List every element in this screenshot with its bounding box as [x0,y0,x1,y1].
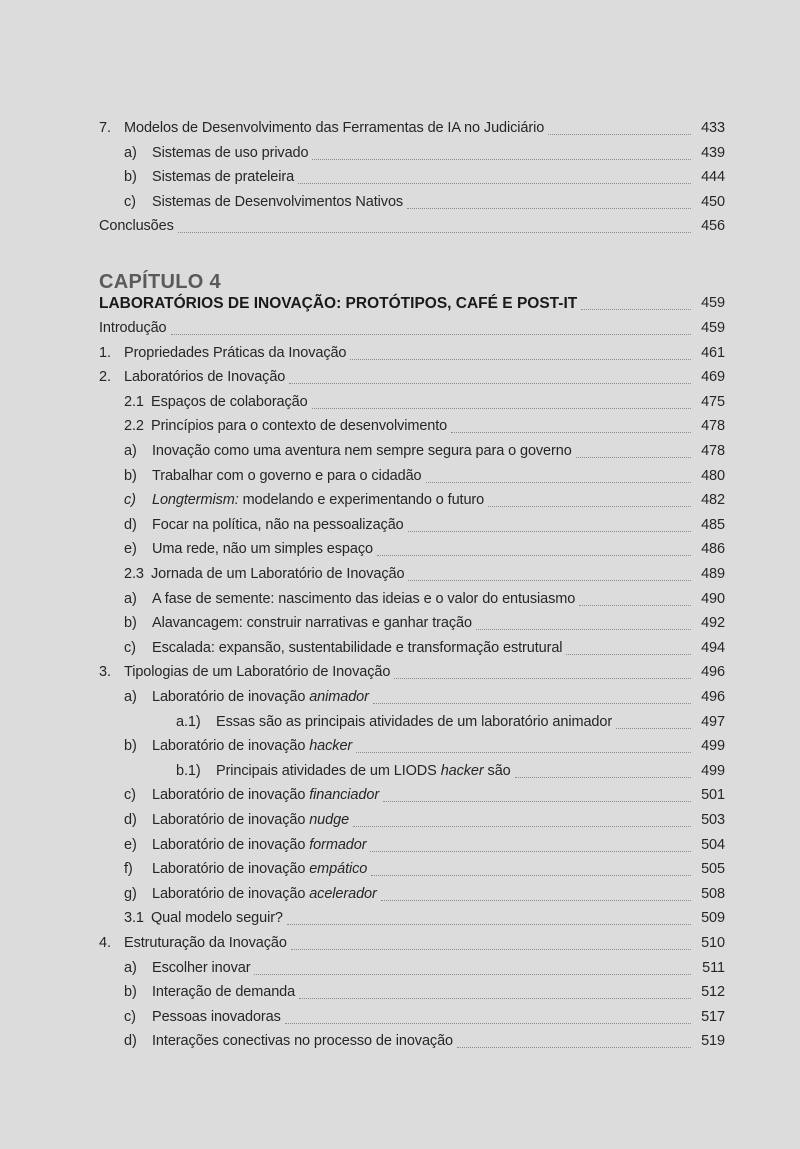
dot-leader [312,408,691,409]
dot-leader [408,531,691,532]
entry-title [152,194,403,210]
dot-leader [371,875,691,876]
page-number: 511 [702,959,725,976]
entry-title-part: Introdução [99,320,167,336]
entry-title-part: Tipologias de um Laboratório de Inovação [124,664,391,681]
entry-title [152,615,472,631]
entry-title [152,812,349,828]
entry-title-part: são [483,762,511,779]
toc-entry[interactable] [99,492,725,516]
entry-title-part: Sistemas de Desenvolvimentos Nativos [152,193,404,210]
entry-title-part: Conclusões [99,218,174,235]
chapter-title: LABORATÓRIOS DE INOVAÇÃO: PROTÓTIPOS, CAFÉ E POST-IT [99,295,578,312]
entry-number: a) [124,959,137,976]
dot-leader [370,851,691,852]
entry-title [152,145,308,161]
entry-title-part: Trabalhar com o governo e para o cidadão [152,467,422,484]
dot-leader [350,359,691,360]
entry-number: d) [124,516,137,533]
entry-title-part: Interação de demanda [152,984,296,1001]
dot-leader [356,752,691,753]
entry-title-part: Sistemas de prateleira [152,169,295,186]
entry-title [151,566,404,582]
entry-title-part: Interações conectivas no processo de inovação [152,1033,453,1050]
entry-title [152,443,572,459]
page-number: 503 [701,812,725,828]
toc-entry[interactable] [99,394,725,418]
entry-title [124,664,390,680]
dot-leader [476,629,691,630]
dot-leader [291,949,691,950]
entry-title [152,468,422,484]
entry-title [152,1009,281,1025]
dot-leader [298,183,691,184]
dot-leader [381,900,691,901]
toc-entry[interactable] [99,714,725,738]
entry-title-part: Principais atividades de um LIODS [216,762,441,779]
entry-number: d) [124,812,137,828]
dot-leader [289,383,691,384]
page-number: 496 [701,664,725,681]
entry-number: 7. [99,120,111,136]
entry-number: a) [124,443,137,459]
entry-number: 2.2 [124,418,144,435]
entry-title [151,418,447,434]
page-number: 456 [701,218,725,235]
page-number: 469 [701,369,725,386]
page-number: 499 [701,738,725,755]
entry-title [152,640,562,656]
page-number: 494 [701,639,725,656]
toc-entry[interactable] [99,369,725,393]
toc-entry[interactable] [99,320,725,344]
entry-number: a) [124,689,137,705]
entry-title-part: Uma rede, não um simples espaço [152,541,373,558]
page-number: 519 [701,1033,725,1050]
toc-entry[interactable] [99,145,725,169]
entry-title [152,861,367,877]
entry-title-part: Laboratório de inovação [152,812,310,828]
page-number: 517 [701,1008,725,1025]
entry-title [152,169,294,185]
entry-title-part: Estruturação da Inovação [124,935,287,951]
entry-title-part: Pessoas inovadoras [152,1008,281,1025]
page-number: 504 [701,836,725,853]
toc-entry[interactable] [99,910,725,934]
entry-title [124,935,287,951]
toc-entry[interactable] [99,541,725,565]
dot-leader [178,232,691,233]
entry-number: b) [124,467,137,484]
dot-leader [171,334,691,335]
toc-entry[interactable] [99,738,725,762]
entry-title [152,591,575,607]
entry-title-part: Inovação como uma aventura nem sempre segura para o governo [152,443,572,459]
entry-title-part: modelando e experimentando o futuro [238,492,485,509]
page-number: 461 [701,344,725,361]
entry-title [152,837,366,853]
toc-entry[interactable] [99,861,725,885]
entry-number: c) [124,787,136,804]
toc-entry[interactable] [99,566,725,590]
toc-entry[interactable] [99,787,725,811]
entry-title [99,218,174,234]
entry-number: 4. [99,935,111,951]
entry-number: c) [124,1008,136,1025]
dot-leader [451,432,691,433]
entry-title-part: Laboratório de inovação [152,689,310,705]
entry-title-part: acelerador [309,885,377,902]
entry-title [152,984,295,1000]
entry-number: a) [124,590,137,607]
page-number: 439 [701,144,725,161]
entry-number: c) [124,639,136,656]
toc-entry[interactable] [99,984,725,1008]
page-number: 450 [701,193,725,210]
entry-title-part: Modelos de Desenvolvimento das Ferramentas de IA no Judiciário [124,120,545,136]
entry-number: 1. [99,344,111,361]
dot-leader [576,457,691,458]
entry-title-part: financiador [309,787,380,804]
page-number: 478 [701,418,725,435]
page-number: 512 [701,984,725,1001]
entry-title-part: Espaços de colaboração [151,393,308,410]
page-number: 444 [701,169,725,186]
entry-title-part: Focar na política, não na pessoalização [152,516,404,533]
dot-leader [285,1023,691,1024]
page-number: 459 [701,295,725,311]
entry-title-part: Laboratório de inovação [152,885,310,902]
entry-title-part: Princípios para o contexto de desenvolvimento [151,418,448,435]
page-number: 505 [701,861,725,878]
page-number: 475 [701,393,725,410]
entry-number: d) [124,1033,137,1050]
dot-leader [287,924,691,925]
toc-entry[interactable] [99,1009,725,1033]
entry-number: 2.3 [124,566,144,582]
toc-entry[interactable] [99,960,725,984]
page-number: 459 [701,320,725,336]
entry-title [124,369,285,385]
toc-entry[interactable] [99,418,725,442]
dot-leader [408,580,691,581]
entry-number: b.1) [176,762,201,779]
entry-title-part: Laboratório de inovação [152,836,310,853]
entry-title-part: Propriedades Práticas da Inovação [124,344,347,361]
entry-title-part: A fase de semente: nascimento das ideias e o valor do entusiasmo [152,590,576,607]
dot-leader [407,208,691,209]
toc-entry[interactable] [99,763,725,787]
entry-number: b) [124,615,137,632]
entry-title-part: Alavancagem: construir narrativas e ganhar tração [152,615,472,632]
entry-title-part: Qual modelo seguir? [151,910,283,927]
entry-number: 3.1 [124,910,144,927]
entry-title [152,541,373,557]
entry-title [151,394,308,410]
toc-entry[interactable] [99,615,725,639]
toc-entry[interactable] [99,169,725,193]
page-number: 496 [701,689,725,705]
dot-leader [515,777,691,778]
entry-title [216,763,511,779]
entry-title [152,492,484,508]
toc-entry[interactable] [99,218,725,242]
dot-leader [579,605,691,606]
page-number: 501 [701,787,725,804]
toc-entry[interactable] [99,345,725,369]
entry-title [152,886,377,902]
toc-entry[interactable] [99,443,725,467]
dot-leader [312,159,691,160]
entry-title [99,320,167,336]
entry-title-part: Sistemas de uso privado [152,144,309,161]
dot-leader [254,974,691,975]
chapter-label: CAPÍTULO 4 [99,271,221,293]
dot-leader [548,134,691,135]
toc-entry[interactable] [99,640,725,664]
page-number: 508 [701,885,725,902]
entry-number: c) [124,492,136,509]
entry-title [124,345,346,361]
entry-title [152,517,404,533]
dot-leader [426,482,691,483]
page-number: 490 [701,590,725,607]
chapter-title-entry[interactable] [99,295,725,319]
entry-number: f) [124,861,133,878]
dot-leader [566,654,691,655]
page-number: 478 [701,443,725,459]
entry-title-part: Laboratórios de Inovação [124,369,286,386]
entry-number: 2. [99,369,111,386]
page-number: 509 [701,910,725,927]
entry-number: 3. [99,664,111,681]
dot-leader [353,826,691,827]
dot-leader [299,998,691,999]
entry-number: b) [124,984,137,1001]
entry-title-part: Laboratório de inovação [152,738,310,755]
toc-entry[interactable] [99,689,725,713]
entry-title [152,689,369,705]
toc-entry[interactable] [99,837,725,861]
dot-leader [488,506,691,507]
entry-title-part: hacker [440,762,484,779]
entry-title-part: animador [309,689,369,705]
page-number: 499 [701,762,725,779]
entry-number: e) [124,836,137,853]
toc-entry[interactable] [99,1033,725,1057]
entry-title-part: hacker [309,738,353,755]
entry-title-part: empático [309,861,368,878]
dot-leader [373,703,691,704]
entry-number: e) [124,541,137,558]
entry-title-part: Longtermism: [152,492,239,509]
entry-title [152,787,379,803]
page-number: 486 [701,541,725,558]
dot-leader [616,728,691,729]
entry-number: b) [124,169,137,186]
page-number: 482 [701,492,725,509]
dot-leader [394,678,691,679]
page-number: 497 [701,713,725,730]
page-number: 510 [701,935,725,951]
entry-title-part: Escalada: expansão, sustentabilidade e transformação estrutural [152,639,563,656]
entry-title [216,714,612,730]
entry-title [124,120,544,136]
entry-title [152,960,250,976]
entry-title-part: Escolher inovar [152,959,251,976]
toc-entry[interactable] [99,120,725,144]
entry-title [152,738,352,754]
page-number: 433 [701,120,725,136]
toc-entry[interactable] [99,812,725,836]
toc-entry[interactable] [99,468,725,492]
dot-leader [377,555,691,556]
toc-entry[interactable] [99,517,725,541]
toc-entry[interactable] [99,886,725,910]
entry-number: a.1) [176,713,201,730]
entry-title-part: Laboratório de inovação [152,861,310,878]
entry-title [152,1033,453,1049]
page-number: 489 [701,566,725,582]
toc-entry[interactable] [99,935,725,959]
page-number: 485 [701,516,725,533]
entry-number: c) [124,193,136,210]
dot-leader [457,1047,691,1048]
page-number: 492 [701,615,725,632]
page-number: 480 [701,467,725,484]
entry-number: g) [124,885,137,902]
entry-number: b) [124,738,137,755]
entry-number: 2.1 [124,393,144,410]
toc-entry[interactable] [99,591,725,615]
entry-title-part: formador [309,836,367,853]
dot-leader [581,309,691,310]
entry-title-part: Laboratório de inovação [152,787,310,804]
entry-title-part: Jornada de um Laboratório de Inovação [151,566,405,582]
toc-entry[interactable] [99,194,725,218]
dot-leader [383,801,691,802]
entry-title-part: Essas são as principais atividades de um laboratório animador [216,713,613,730]
entry-number: a) [124,144,137,161]
entry-title-part: nudge [309,812,350,828]
toc-entry[interactable] [99,664,725,688]
entry-title [151,910,283,926]
